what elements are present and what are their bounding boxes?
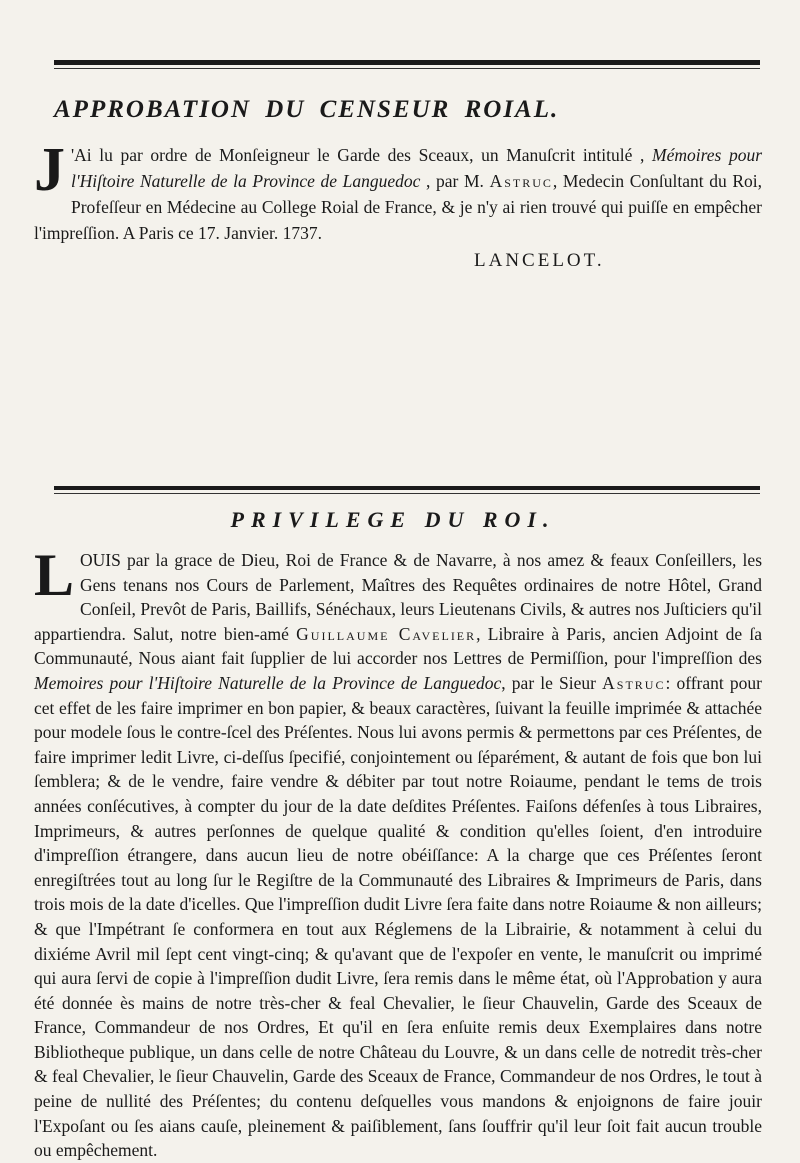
- privilege-book-title: Memoires pour l'Hiſtoire Naturelle de la Province de Languedoc: [34, 672, 502, 693]
- approbation-text-1: 'Ai lu par ordre de Monſeigneur le Garde des Sceaux, un Manuſcrit intitulé ,: [71, 145, 645, 165]
- privilege-text-1: OUIS par la grace de Dieu, Roi de France & de Navarre, à nos amez & feaux Conſeillers, les Gens tenans nos Cours de Parlement, Maîtres des Requêtes ordinaires de notre Hôtel, Grand Conſeil, Prevôt de Paris, Baillifs, Sénéchaux, leurs Lieutenans Civils, & autres nos Juſticiers qu'il appartiendra. Salut, notre bien-amé: [34, 550, 762, 644]
- privilege-dropcap: L: [34, 542, 75, 608]
- approbation-text-2: , par M.: [420, 171, 484, 191]
- privilege-text-4: : offrant pour cet effet de les faire imprimer en bon papier, & beaux caractères, ſuivant la feuille imprimée & attachée pour modele ſous le contre-ſcel des Préſentes. Nous lui avons permis & permettons par ces Préſentes, de faire imprimer ledit Livre, ci-deſſus ſpecifié, conjointement ou ſéparément, & autant de fois que bon lui ſemblera; & de le vendre, faire vendre & débiter par tout notre Roiaume, pendant le tems de trois années conſécutives, à compter du jour de la date deſdites Préſentes. Faiſons défenſes à tous Libraires, Imprimeurs, & autres perſonnes de quelque qualité & condition qu'elles ſoient, d'en introduire d'impreſſion étrangere, dans aucun lieu de notre obéiſſance: A la charge que ces Préſentes ſeront enregiſtrées tout au long ſur le Regiſtre de la Communauté des Libraires & Imprimeurs de Paris, dans trois mois de la date d'icelles. Que l'impreſſion dudit Livre ſera faite dans notre Roiaume & non ailleurs; & que l'Impétrant ſe conformera en tout aux Réglemens de la Librairie, & notamment à celui du dixiéme Avril mil ſept cent vingt-cinq; & qu'avant que de l'expoſer en vente, le manuſcrit ou imprimé qui aura ſervi de copie à l'impreſſion dudit Livre, ſera remis dans le même état, où l'Approbation y aura été donnée ès mains de notre très-cher & feal Chevalier, le ſieur Chauvelin, Garde des Sceaux de France, Commandeur de nos Ordres, Et qu'il en ſera enſuite remis deux Exemplaires dans notre Bibliotheque publique, un dans celle de notre Château du Louvre, & un dans celle de notredit très-cher & feal Chevalier, le ſieur Chauvelin, Garde des Sceaux de France, Commandeur de nos Ordres, le tout à peine de nullité des Préſentes; du contenu deſquelles vous mandons & enjoignons de faire jouir l'Expoſant ou ſes aians cauſe, pleinement & paiſiblement, ſans ſouffrir qu'il leur ſoit fait aucun trouble ou empêchement.: [34, 672, 762, 1161]
- middle-rule-thick: [54, 486, 760, 490]
- approbation-title: APPROBATION DU CENSEUR ROIAL.: [54, 96, 560, 123]
- privilege-author: Astruc: [602, 672, 666, 693]
- middle-rule-thin: [54, 493, 760, 494]
- censor-signature: LANCELOT.: [474, 250, 605, 271]
- privilege-text-2: , Libraire à Paris, ancien Adjoint de ſa Communauté, Nous aiant fait ſupplier de lui accorder nos Lettres de Permiſſion, pour l'impreſſion des: [34, 623, 762, 669]
- privilege-title: PRIVILEGE DU ROI.: [230, 507, 556, 532]
- privilege-text-3: , par le Sieur: [501, 672, 603, 693]
- approbation-book-title: Mémoires pour l'Hiſtoire Naturelle de la Province de Languedoc: [71, 145, 762, 191]
- approbation-dropcap: J: [34, 136, 65, 204]
- privilege-publisher: Guillaume Cavelier: [296, 623, 477, 644]
- approbation-paragraph: [34, 136, 762, 246]
- top-rule-thick: [54, 60, 760, 65]
- approbation-author: Astruc: [489, 171, 553, 191]
- privilege-paragraph: [34, 542, 762, 1163]
- top-rule-thin: [54, 68, 760, 69]
- approbation-text-3: , Medecin Conſultant du Roi, Profeſſeur en Médecine au College Roial de France, & je n'y ai rien trouvé qui puiſſe en empêcher l'impreſſion. A Paris ce 17. Janvier. 1737.: [34, 171, 762, 243]
